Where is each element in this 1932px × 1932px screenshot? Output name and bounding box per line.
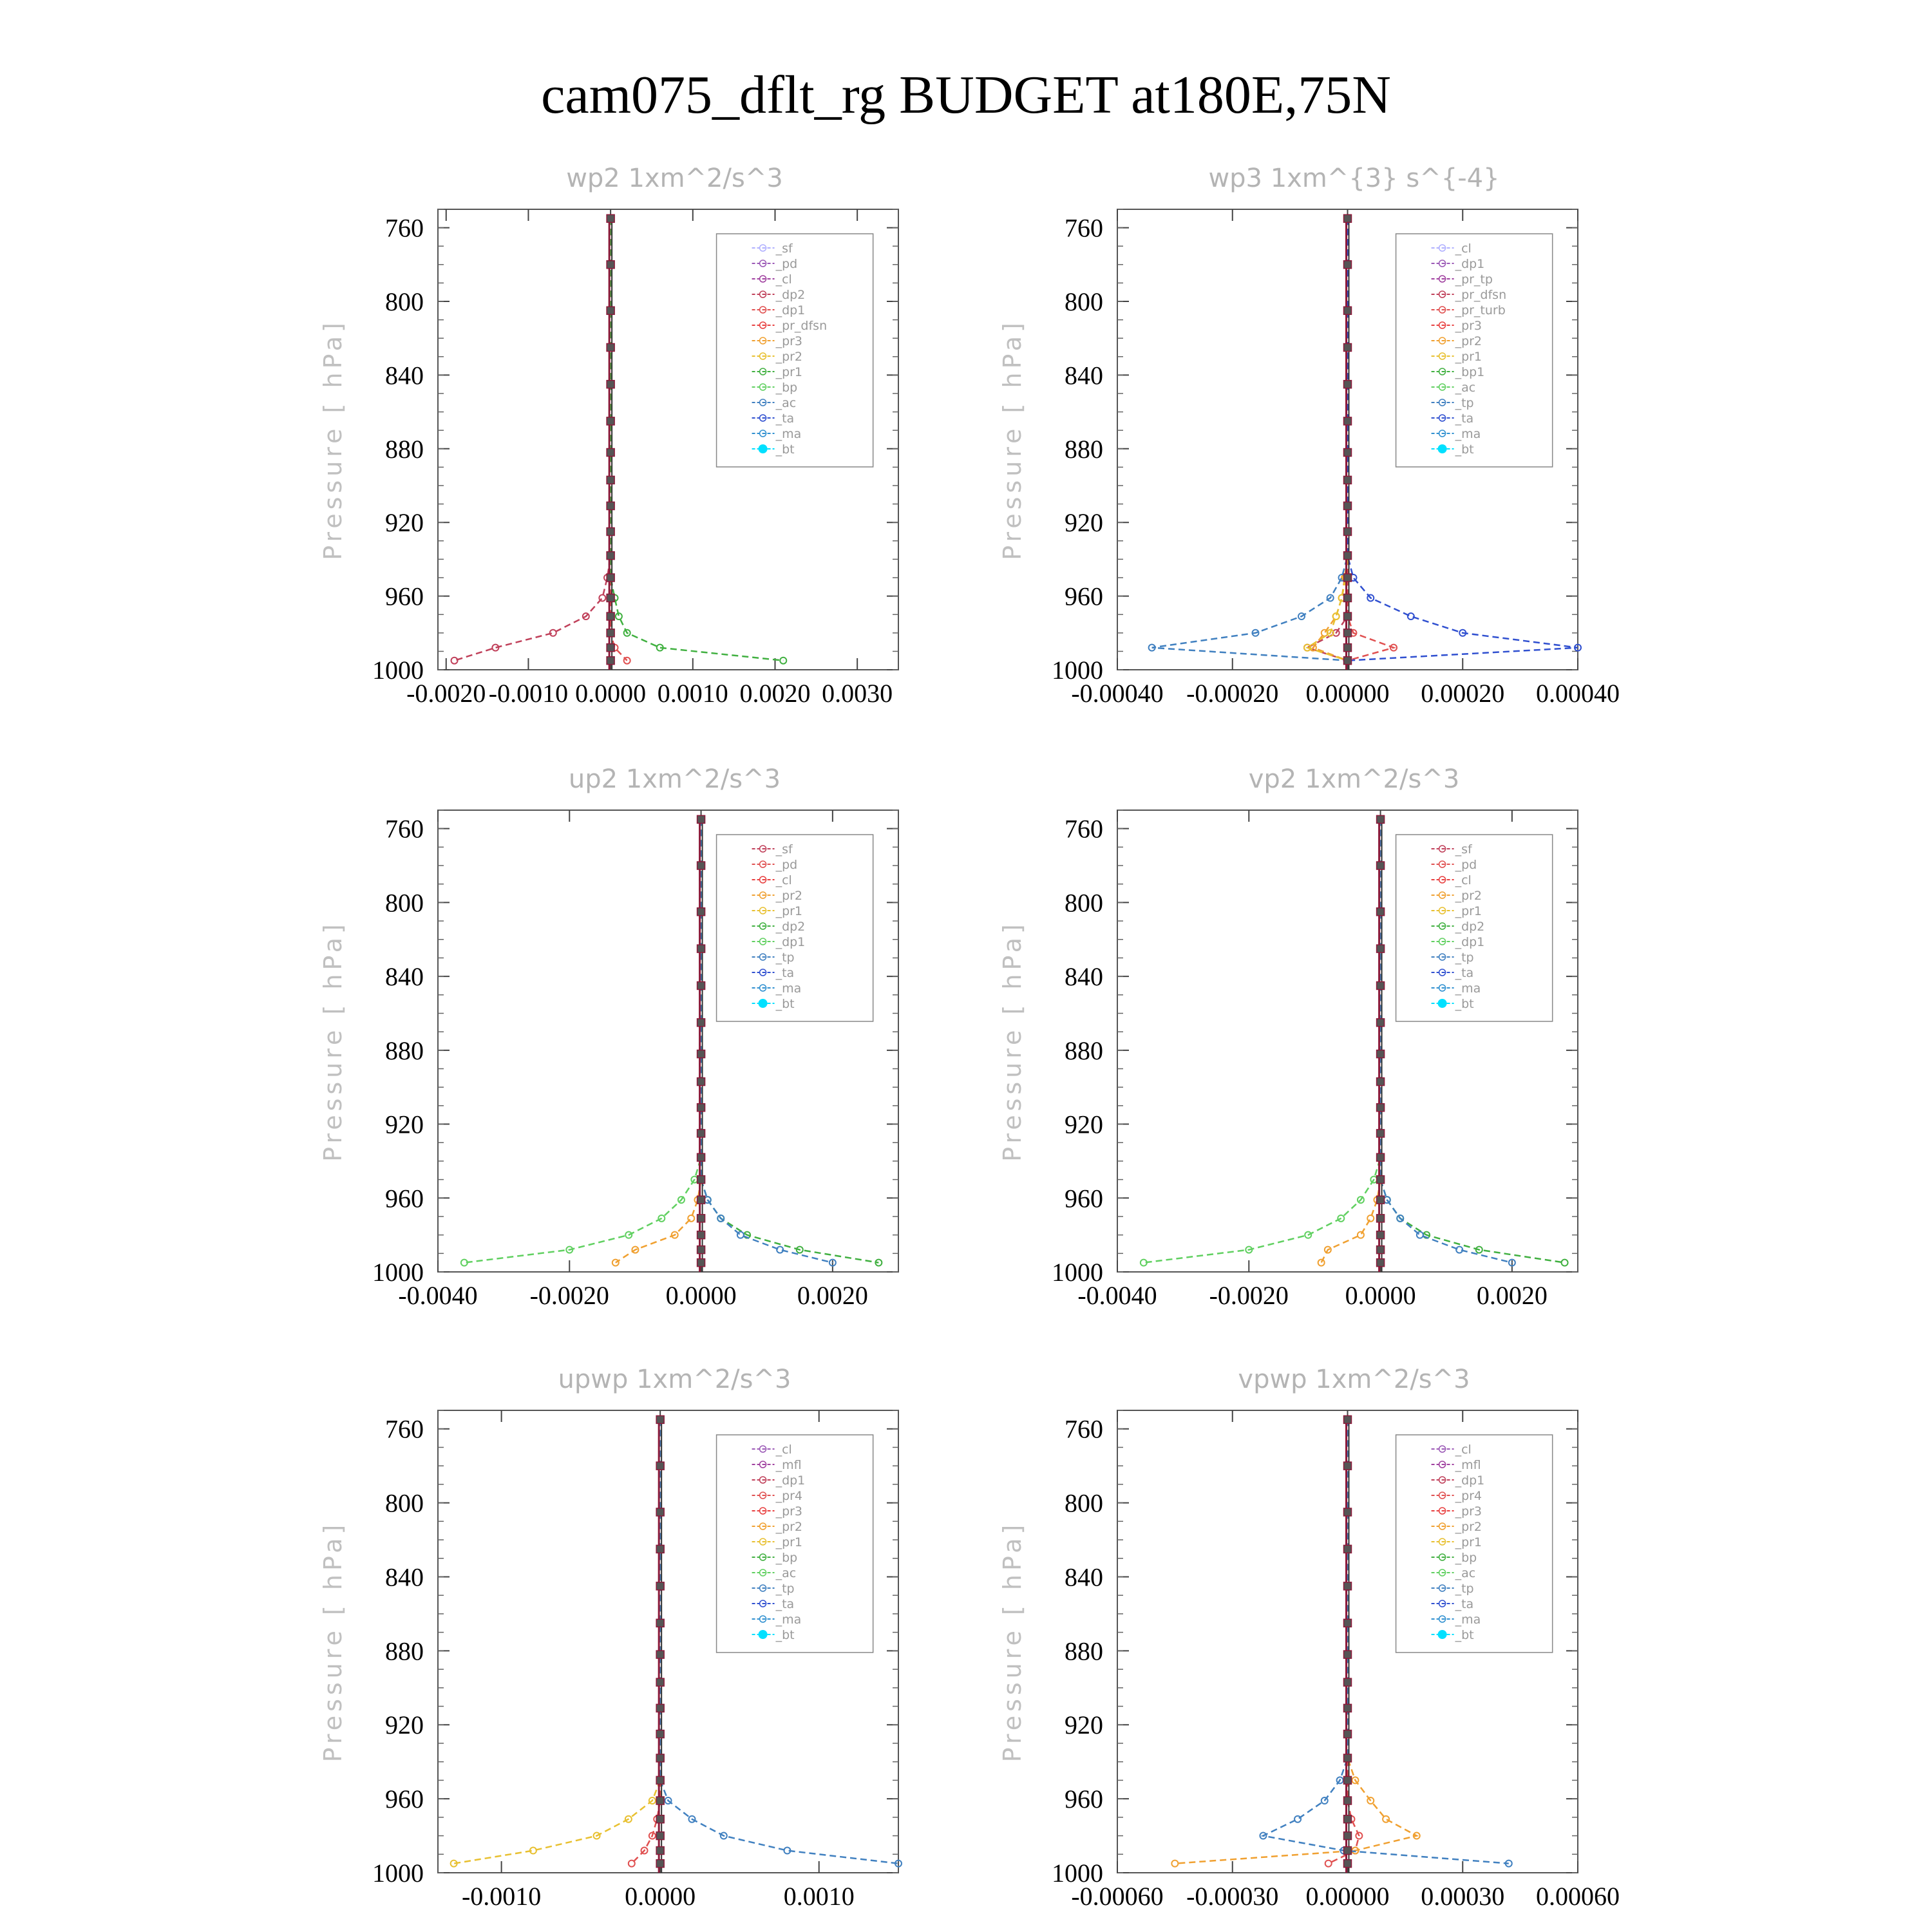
y-tick-label: 960: [1065, 1184, 1103, 1213]
y-tick-label: 840: [1065, 962, 1103, 992]
legend-label: _pr3: [1455, 1504, 1482, 1519]
zero-marker: [656, 1730, 664, 1738]
x-tick-label: 0.0020: [1476, 1281, 1548, 1310]
zero-marker: [607, 657, 614, 665]
y-tick-label: 880: [385, 434, 424, 464]
legend-label: _ac: [775, 396, 797, 410]
zero-marker: [1377, 1153, 1385, 1161]
legend-label: _dp2: [775, 920, 806, 934]
x-tick-label: 0.0030: [822, 679, 893, 708]
y-tick-label: 760: [1065, 814, 1103, 844]
legend-label: _sf: [1455, 842, 1472, 857]
legend-label: _ta: [1455, 1597, 1474, 1611]
zero-marker: [697, 862, 705, 869]
zero-marker: [607, 261, 614, 269]
zero-marker: [656, 1860, 664, 1868]
data-point: [688, 1215, 694, 1222]
legend-label: _ta: [1455, 966, 1474, 980]
legend-label: _bt: [775, 442, 795, 457]
zero-marker: [1377, 815, 1385, 823]
data-point: [1417, 1232, 1423, 1238]
x-tick-label: 0.00000: [1305, 679, 1390, 708]
legend-label: _pr2: [1455, 889, 1482, 903]
x-tick-label: 0.0010: [657, 679, 728, 708]
zero-marker: [656, 1847, 664, 1855]
panel-title: wp3 1xm^{3} s^{-4}: [1208, 164, 1500, 193]
zero-marker: [607, 528, 614, 536]
legend-label: _pr2: [775, 350, 803, 364]
x-tick-label: 0.00060: [1536, 1882, 1620, 1911]
legend-label: _bt: [775, 997, 795, 1011]
zero-marker: [1344, 1619, 1352, 1627]
chart-panel-1: [319, 164, 898, 708]
x-tick-label: -0.0010: [488, 679, 569, 708]
legend-label: _dp1: [775, 935, 806, 949]
y-tick-label: 920: [1065, 1710, 1103, 1740]
y-tick-label: 880: [1065, 1036, 1103, 1065]
zero-marker: [1377, 862, 1385, 869]
panel-title: wp2 1xm^2/s^3: [566, 164, 783, 193]
legend-label: _cl: [1455, 873, 1472, 887]
legend-label: _pr2: [775, 1520, 803, 1534]
y-axis-label: Pressure [ hPa]: [319, 1520, 347, 1763]
legend-label: _pr_tp: [1455, 272, 1493, 287]
x-tick-label: 0.00030: [1421, 1882, 1505, 1911]
legend-label: _tp: [775, 951, 795, 965]
y-axis-label: Pressure [ hPa]: [998, 920, 1027, 1162]
legend-label: _bp: [775, 381, 798, 395]
panels: [319, 164, 1620, 1911]
x-tick-label: -0.0040: [398, 1281, 478, 1310]
zero-marker: [1344, 1651, 1352, 1658]
chart-panel-6: [998, 1365, 1620, 1911]
legend-label: _mfl: [1455, 1458, 1481, 1472]
y-tick-label: 760: [1065, 1414, 1103, 1444]
data-point: [1171, 1861, 1178, 1867]
zero-marker: [1344, 1462, 1352, 1470]
series-line: [464, 819, 701, 1262]
x-tick-label: -0.0020: [1209, 1281, 1289, 1310]
zero-marker: [1377, 908, 1385, 916]
zero-marker: [1344, 612, 1352, 620]
legend-label: _tp: [1455, 951, 1474, 965]
zero-marker: [1377, 1215, 1385, 1222]
data-point: [629, 1861, 635, 1867]
y-tick-label: 960: [385, 1184, 424, 1213]
legend-label: _pr3: [775, 1504, 803, 1519]
series-line: [455, 218, 611, 660]
legend-marker: [759, 1630, 768, 1639]
zero-marker: [1344, 629, 1352, 637]
legend-label: _sf: [775, 842, 793, 857]
legend-label: _dp1: [775, 303, 806, 317]
zero-marker: [1344, 1582, 1352, 1590]
zero-marker: [607, 214, 614, 222]
zero-marker: [656, 1832, 664, 1840]
legend-label: _cl: [1455, 1443, 1472, 1457]
data-point: [1325, 1861, 1332, 1867]
legend-label: _bp1: [1455, 365, 1485, 379]
y-tick-label: 960: [385, 582, 424, 611]
zero-marker: [1344, 449, 1352, 457]
zero-marker: [1344, 1776, 1352, 1784]
x-tick-label: -0.00060: [1071, 1882, 1164, 1911]
zero-marker: [656, 1619, 664, 1627]
y-tick-label: 880: [1065, 1636, 1103, 1666]
zero-marker: [656, 1776, 664, 1784]
x-tick-label: 0.00020: [1421, 679, 1505, 708]
zero-marker: [1344, 1678, 1352, 1686]
data-point: [1562, 1260, 1568, 1266]
legend-label: _ma: [775, 427, 802, 441]
x-tick-label: -0.00030: [1186, 1882, 1279, 1911]
zero-marker: [697, 1078, 705, 1086]
zero-marker: [697, 1104, 705, 1112]
legend-label: _bt: [1455, 442, 1474, 457]
legend-label: _bp: [775, 1551, 798, 1565]
zero-marker: [1344, 502, 1352, 509]
x-tick-label: 0.00040: [1536, 679, 1620, 708]
legend-label: _ac: [1455, 1566, 1476, 1580]
zero-marker: [1344, 417, 1352, 425]
legend-label: _dp1: [1455, 1473, 1485, 1488]
zero-marker: [1344, 307, 1352, 314]
zero-marker: [607, 594, 614, 601]
x-tick-label: -0.0020: [406, 679, 486, 708]
y-tick-label: 800: [1065, 1488, 1103, 1518]
x-tick-label: -0.0010: [461, 1882, 542, 1911]
legend-label: _ac: [775, 1566, 797, 1580]
legend-label: _bt: [775, 1628, 795, 1642]
y-tick-label: 1000: [372, 1258, 424, 1287]
data-point: [737, 1232, 744, 1238]
y-tick-label: 800: [385, 888, 424, 918]
zero-marker: [697, 1231, 705, 1239]
x-tick-label: 0.0000: [575, 679, 647, 708]
zero-marker: [697, 815, 705, 823]
zero-marker: [656, 1545, 664, 1553]
y-tick-label: 880: [1065, 434, 1103, 464]
x-tick-label: 0.0020: [797, 1281, 868, 1310]
legend-label: _pr3: [775, 334, 803, 348]
legend-label: _pr4: [775, 1489, 803, 1503]
legend-label: _tp: [1455, 1582, 1474, 1596]
y-tick-label: 920: [385, 1710, 424, 1740]
zero-marker: [656, 1704, 664, 1712]
series-line: [1175, 1419, 1416, 1863]
zero-marker: [1344, 552, 1352, 560]
zero-marker: [1344, 1832, 1352, 1840]
zero-marker: [607, 574, 614, 582]
data-point: [1383, 1816, 1389, 1823]
x-tick-label: 0.00000: [1305, 1882, 1390, 1911]
legend-label: _pr_dfsn: [775, 319, 828, 333]
zero-marker: [607, 502, 614, 509]
y-axis-label: Pressure [ hPa]: [319, 319, 347, 560]
panel-title: vpwp 1xm^2/s^3: [1238, 1365, 1470, 1394]
zero-marker: [1344, 574, 1352, 582]
x-tick-label: -0.00040: [1071, 679, 1164, 708]
y-tick-label: 840: [385, 962, 424, 992]
zero-marker: [1344, 1847, 1352, 1855]
zero-marker: [1344, 261, 1352, 269]
legend-label: _ta: [775, 966, 795, 980]
zero-marker: [1344, 1508, 1352, 1516]
y-tick-label: 840: [1065, 361, 1103, 390]
series-line: [1152, 218, 1348, 660]
zero-marker: [656, 1815, 664, 1823]
zero-marker: [607, 629, 614, 637]
zero-marker: [607, 612, 614, 620]
y-tick-label: 920: [1065, 508, 1103, 538]
legend-label: _pd: [1455, 858, 1477, 872]
legend-label: _ac: [1455, 381, 1476, 395]
y-tick-label: 840: [1065, 1562, 1103, 1592]
zero-marker: [607, 476, 614, 484]
legend-label: _pr4: [1455, 1489, 1482, 1503]
legend-label: _ma: [1455, 1613, 1481, 1627]
zero-marker: [697, 1196, 705, 1204]
legend-label: _pr_dfsn: [1455, 288, 1507, 302]
zero-marker: [1377, 1176, 1385, 1184]
zero-marker: [697, 1130, 705, 1137]
panel-title: upwp 1xm^2/s^3: [558, 1365, 791, 1394]
legend-label: _pr1: [1455, 904, 1482, 918]
legend-label: _pr2: [1455, 334, 1482, 348]
zero-marker: [697, 1176, 705, 1184]
zero-marker: [697, 1246, 705, 1254]
zero-marker: [697, 1259, 705, 1267]
series-line: [1321, 819, 1381, 1262]
series-line: [616, 819, 701, 1262]
zero-marker: [1344, 644, 1352, 652]
legend-label: _tp: [775, 1582, 795, 1596]
zero-marker: [656, 1797, 664, 1804]
legend-label: _ma: [775, 981, 802, 996]
zero-marker: [1377, 1019, 1385, 1027]
y-tick-label: 800: [385, 287, 424, 316]
zero-marker: [1377, 945, 1385, 952]
zero-marker: [1377, 981, 1385, 989]
zero-marker: [697, 1215, 705, 1222]
panel-title: vp2 1xm^2/s^3: [1248, 764, 1460, 794]
y-tick-label: 1000: [1052, 1859, 1103, 1888]
legend-label: _dp1: [775, 1473, 806, 1488]
zero-marker: [697, 981, 705, 989]
zero-marker: [1377, 1246, 1385, 1254]
y-tick-label: 760: [1065, 213, 1103, 243]
zero-marker: [1344, 1416, 1352, 1423]
legend-label: _bp: [1455, 1551, 1477, 1565]
y-tick-label: 800: [1065, 287, 1103, 316]
zero-marker: [1344, 1545, 1352, 1553]
zero-marker: [1344, 1754, 1352, 1762]
zero-marker: [1344, 1797, 1352, 1804]
zero-marker: [1344, 1815, 1352, 1823]
legend-label: _pr3: [1455, 319, 1482, 333]
zero-marker: [607, 307, 614, 314]
legend-label: _pr1: [775, 904, 803, 918]
legend-label: _pr_turb: [1455, 303, 1506, 317]
chart-panel-3: [319, 764, 898, 1310]
series-line: [1144, 819, 1381, 1262]
zero-marker: [607, 552, 614, 560]
legend-label: _cl: [775, 873, 792, 887]
zero-marker: [1377, 1231, 1385, 1239]
legend-label: _cl: [775, 272, 792, 287]
zero-marker: [1344, 344, 1352, 352]
y-tick-label: 920: [385, 508, 424, 538]
zero-marker: [697, 1019, 705, 1027]
x-tick-label: -0.0040: [1077, 1281, 1157, 1310]
legend-label: _pr1: [1455, 1535, 1482, 1549]
data-point: [1318, 1260, 1325, 1266]
zero-marker: [656, 1678, 664, 1686]
zero-marker: [656, 1754, 664, 1762]
legend-label: _pd: [775, 858, 798, 872]
y-tick-label: 960: [385, 1785, 424, 1814]
y-axis-label: Pressure [ hPa]: [998, 1520, 1027, 1763]
y-tick-label: 920: [1065, 1110, 1103, 1139]
zero-marker: [697, 1050, 705, 1058]
legend-marker: [1438, 999, 1447, 1008]
zero-marker: [1344, 381, 1352, 388]
legend-label: _tp: [1455, 396, 1474, 410]
zero-marker: [607, 417, 614, 425]
legend-label: _bt: [1455, 1628, 1474, 1642]
x-tick-label: 0.0010: [783, 1882, 855, 1911]
y-axis-label: Pressure [ hPa]: [998, 319, 1027, 560]
legend-label: _pr1: [1455, 350, 1482, 364]
y-tick-label: 760: [385, 1414, 424, 1444]
zero-marker: [1377, 1130, 1385, 1137]
y-tick-label: 1000: [372, 1859, 424, 1888]
y-tick-label: 880: [385, 1036, 424, 1065]
y-tick-label: 840: [385, 1562, 424, 1592]
legend-label: _pr2: [775, 889, 803, 903]
legend-label: _ma: [775, 1613, 802, 1627]
zero-marker: [656, 1651, 664, 1658]
zero-marker: [1377, 1078, 1385, 1086]
zero-marker: [1377, 1196, 1385, 1204]
zero-marker: [607, 449, 614, 457]
zero-marker: [607, 344, 614, 352]
figure-title: cam075_dflt_rg BUDGET at180E,75N: [541, 65, 1391, 125]
y-tick-label: 880: [385, 1636, 424, 1666]
data-point: [599, 594, 605, 601]
legend-label: _ma: [1455, 427, 1481, 441]
legend-label: _mfl: [775, 1458, 802, 1472]
zero-marker: [607, 644, 614, 652]
legend-label: _pr1: [775, 1535, 803, 1549]
zero-marker: [1344, 1704, 1352, 1712]
x-tick-label: 0.0020: [739, 679, 811, 708]
zero-marker: [1344, 657, 1352, 665]
data-point: [1358, 1232, 1364, 1238]
y-tick-label: 1000: [1052, 656, 1103, 685]
data-point: [1294, 1816, 1301, 1823]
legend-label: _cl: [1455, 242, 1472, 256]
legend-label: _ta: [775, 412, 795, 426]
legend-label: _ta: [1455, 412, 1474, 426]
legend-label: _ma: [1455, 981, 1481, 996]
chart-panel-5: [319, 1365, 902, 1911]
zero-marker: [1344, 476, 1352, 484]
legend-label: _dp2: [775, 288, 806, 302]
zero-marker: [656, 1582, 664, 1590]
zero-marker: [697, 1153, 705, 1161]
legend-label: _dp1: [1455, 935, 1485, 949]
y-tick-label: 1000: [1052, 1258, 1103, 1287]
legend-label: _pd: [775, 257, 798, 271]
zero-marker: [697, 908, 705, 916]
series-line: [454, 1419, 661, 1863]
x-tick-label: 0.0000: [665, 1281, 737, 1310]
x-tick-label: -0.0020: [529, 1281, 609, 1310]
zero-marker: [1344, 594, 1352, 601]
legend-label: _dp1: [1455, 257, 1485, 271]
x-tick-label: -0.00020: [1186, 679, 1279, 708]
y-tick-label: 760: [385, 213, 424, 243]
legend-marker: [1438, 1630, 1447, 1639]
x-tick-label: 0.0000: [625, 1882, 696, 1911]
chart-panel-4: [998, 764, 1578, 1310]
legend-label: _ta: [775, 1597, 795, 1611]
y-tick-label: 1000: [372, 656, 424, 685]
legend-label: _pr1: [775, 365, 803, 379]
legend-marker: [1438, 444, 1447, 453]
chart-panel-2: [998, 164, 1620, 708]
data-point: [1367, 1215, 1374, 1222]
y-tick-label: 800: [1065, 888, 1103, 918]
legend-label: _bt: [1455, 997, 1474, 1011]
legend-marker: [759, 444, 768, 453]
y-tick-label: 800: [385, 1488, 424, 1518]
zero-marker: [1377, 1050, 1385, 1058]
zero-marker: [1377, 1104, 1385, 1112]
legend-label: _dp2: [1455, 920, 1485, 934]
y-tick-label: 960: [1065, 1785, 1103, 1814]
zero-marker: [656, 1462, 664, 1470]
x-tick-label: 0.0000: [1345, 1281, 1416, 1310]
legend-label: _cl: [775, 1443, 792, 1457]
zero-marker: [1344, 214, 1352, 222]
zero-marker: [1344, 1730, 1352, 1738]
zero-marker: [656, 1416, 664, 1423]
legend-label: _sf: [775, 242, 793, 256]
zero-marker: [697, 945, 705, 952]
zero-marker: [607, 381, 614, 388]
y-tick-label: 760: [385, 814, 424, 844]
panel-title: up2 1xm^2/s^3: [568, 764, 781, 794]
y-tick-label: 840: [385, 361, 424, 390]
legend-marker: [759, 999, 768, 1008]
zero-marker: [1344, 1860, 1352, 1868]
legend-label: _pr2: [1455, 1520, 1482, 1534]
zero-marker: [1344, 528, 1352, 536]
y-tick-label: 920: [385, 1110, 424, 1139]
y-axis-label: Pressure [ hPa]: [319, 920, 347, 1162]
y-tick-label: 960: [1065, 582, 1103, 611]
zero-marker: [1377, 1259, 1385, 1267]
zero-marker: [656, 1508, 664, 1516]
